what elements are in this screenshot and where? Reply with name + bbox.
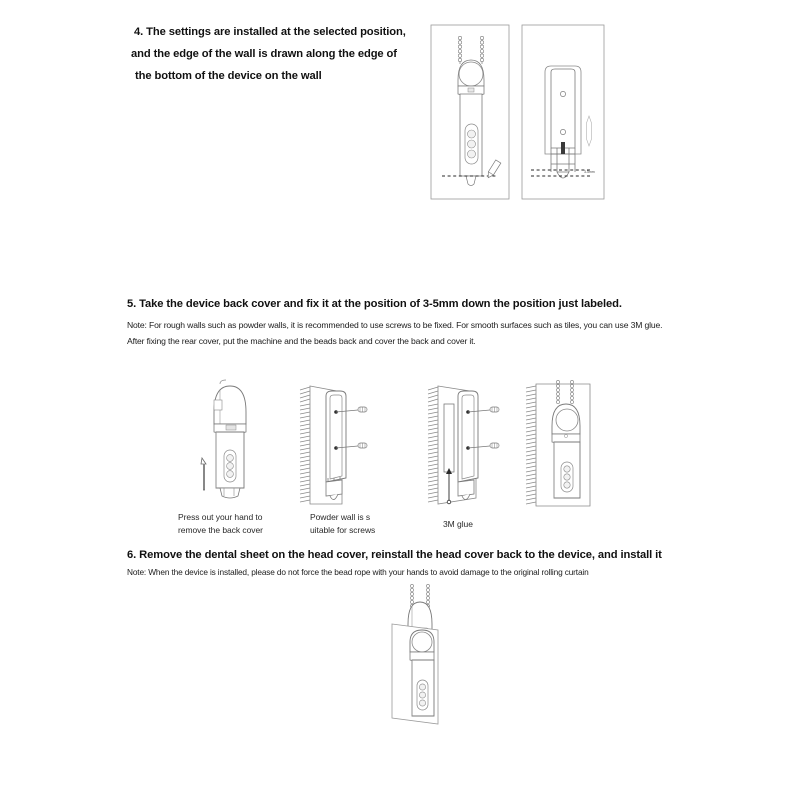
figure-step4-left — [430, 24, 510, 200]
step-4-line-1: 4. The settings are installed at the selected position, — [134, 26, 406, 38]
step-5-note-line-2: After fixing the rear cover, put the machine and the beads back and cover the back and cover it. — [127, 336, 476, 346]
step-5-heading: 5. Take the device back cover and fix it at the position of 3-5mm down the position just labeled. — [127, 298, 622, 310]
step-5-note-line-1: Note: For rough walls such as powder walls, it is recommended to use screws to be fixed. For smooth surfaces such as tiles, you can use 3M glue. — [127, 320, 663, 330]
up-arrow-icon — [201, 458, 206, 490]
caption-line: remove the back cover — [178, 524, 263, 535]
figure-step5-3m-glue — [424, 378, 534, 518]
caption-powder-wall-screws — [310, 511, 430, 536]
caption-line: uitable for screws — [310, 524, 376, 535]
measurement-label-3-5mm: 3-5mm — [584, 170, 595, 174]
caption-remove-back-cover — [178, 511, 298, 536]
figure-step5-remove-back-cover — [180, 378, 280, 508]
figure-step5-powder-wall-screws — [296, 378, 406, 508]
step-6-note-line-1: Note: When the device is installed, please do not force the bead rope with your hands to avoid damage to the original rolling curtain — [127, 567, 589, 577]
caption-3m-glue — [443, 518, 533, 531]
caption-line: 3M glue — [443, 519, 473, 529]
figure-step6-reinstall-head-cover — [372, 584, 502, 734]
step-4-line-3: the bottom of the device on the wall — [135, 70, 322, 82]
caption-line: Press out your hand to — [178, 512, 263, 522]
figure-step5-device-mounted — [520, 376, 640, 516]
step-4-line-2: and the edge of the wall is drawn along the edge of — [131, 48, 397, 60]
caption-line: Powder wall is s — [310, 512, 371, 522]
step-6-heading: 6. Remove the dental sheet on the head cover, reinstall the head cover back to the device, and install it — [127, 549, 662, 561]
